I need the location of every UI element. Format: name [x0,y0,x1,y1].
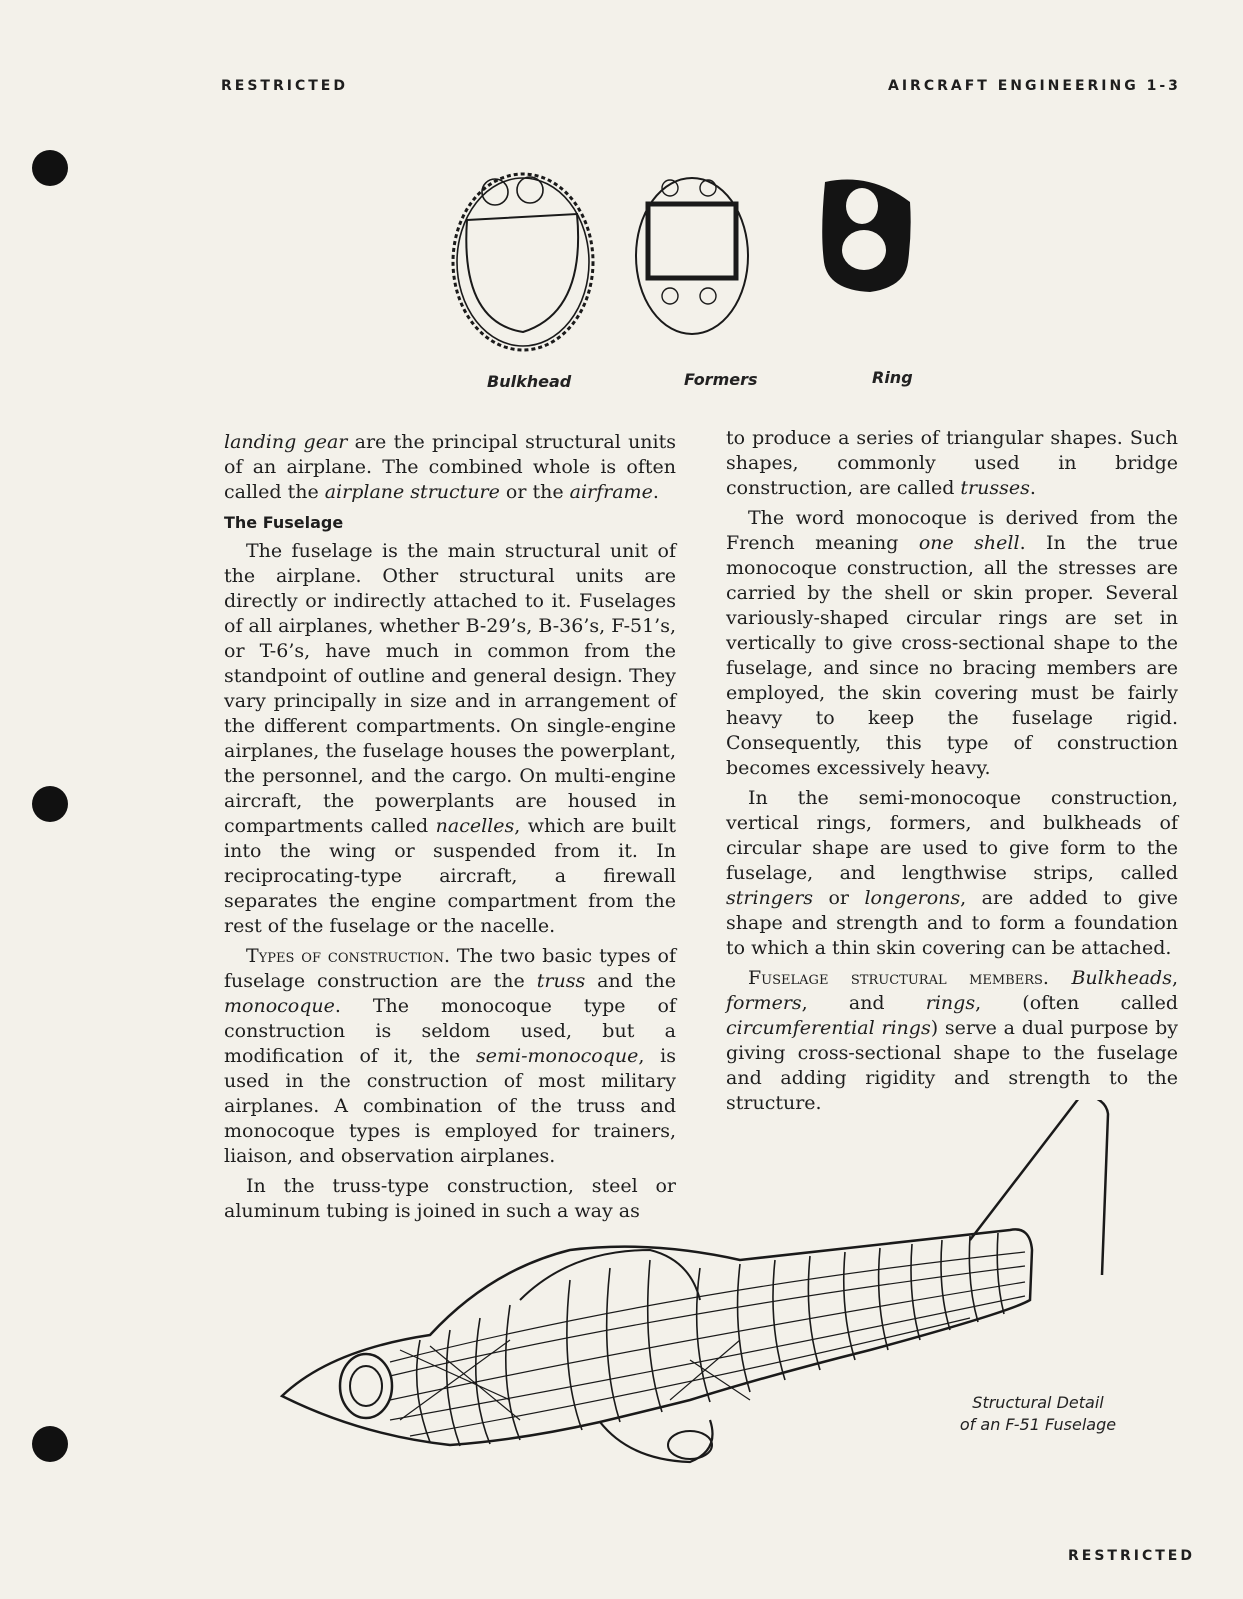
paragraph-trusses: to produce a series of triangular shapes. Such shapes, commonly used in bridge construction, are called trusses. [726,427,1178,499]
paragraph-monocoque: The word monocoque is derived from the French meaning one shell. In the true monocoque construction, all the stresses are carried by the shell or skin proper. Several variously-shaped circular rings are set in vertically to give cross-sectional shape to the fuselage, and since no bracing members are employed, the skin covering must be fairly heavy to keep the fuselage rigid. Consequently, this type of construction becomes excessively heavy. [726,507,1178,779]
right-column [726,426,1178,1116]
caption-bulkhead: Bulkhead [487,372,572,391]
punch-hole-middle [32,786,68,822]
ring-drawing [822,180,910,293]
figure-caption-f51 [948,1392,1128,1436]
paragraph-types-of-construction: Types of construction. The two basic types of fuselage construction are the truss and the monocoque. The monocoque type of construction is seldom used, but a modification of it, the semi-monocoque, is used in the construction of most military airplanes. A combination of the truss and monocoque types is employed for trainers, liaison, and observation airplanes. [224,945,676,1167]
formers-drawing [636,178,748,334]
paragraph-intro: landing gear are the principal structural units of an airplane. The combined whole is often called the airplane structure or the airframe. [224,431,676,503]
footer-restricted: RESTRICTED [1068,1548,1195,1564]
heading-fuselage: The Fuselage [224,513,344,532]
header-restricted: RESTRICTED [221,78,348,94]
cross-section-figure [430,162,990,362]
paragraph-fuselage: The fuselage is the main structural unit of the airplane. Other structural units are directly or indirectly attached to it. Fuselages of all airplanes, whether B-29’s, B-36’s, F-51’s, or T-6’s, have much in common from the standpoint of outline and general design. They vary principally in size and in arrangement of the different compartments. On single-engine airplanes, the fuselage houses the powerplant, the personnel, and the cargo. On multi-engine aircraft, the powerplants are housed in compartments called nacelles, which are built into the wing or suspended from it. In reciprocating-type aircraft, a firewall separates the engine compartment from the rest of the fuselage or the nacelle. [224,540,676,937]
paragraph-semi-monocoque: In the semi-monocoque construction, vertical rings, formers, and bulkheads of circular shape are used to give form to the fuselage, and lengthwise strips, called stringers or longerons, are added to give shape and strength and to form a foundation to which a thin skin covering can be attached. [726,787,1178,959]
caption-formers: Formers [684,370,758,389]
punch-hole-bottom [32,1426,68,1462]
caption-ring: Ring [872,368,913,387]
figure-caption-line-2: of an F-51 Fuselage [959,1415,1117,1434]
paragraph-truss-type: In the truss-type construction, steel or aluminum tubing is joined in such a way as [224,1175,676,1222]
punch-hole-top [32,150,68,186]
paragraph-structural-members: Fuselage structural members. Bulkheads, formers, and rings, (often called circumferential rings) serve a dual purpose by giving cross-sectional shape to the fuselage and adding rigidity and strength to the structure. [726,967,1178,1114]
bulkhead-drawing [453,174,593,350]
header-section-title: AIRCRAFT ENGINEERING 1-3 [888,78,1181,94]
stringer-lines [390,1252,1025,1436]
figure-caption-line-1: Structural Detail [972,1393,1104,1412]
